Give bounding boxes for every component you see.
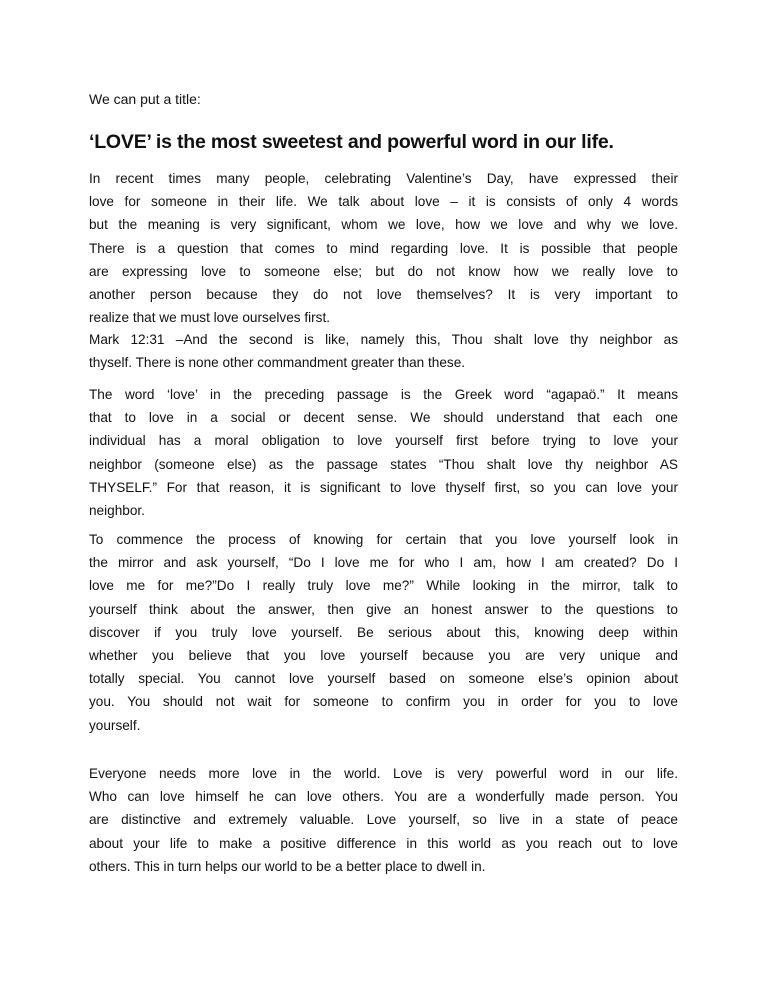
paragraph-5 — [89, 762, 678, 878]
text-line: Mark 12:31 –And the second is like, namely this, Thou shalt love thy neighbor as — [89, 332, 678, 347]
text-line: yourself. — [89, 717, 141, 733]
text-line: whether you believe that you love yourself because you are very unique and — [89, 648, 678, 664]
text-line: love for someone in their life. We talk about love – it is consists of only 4 words — [89, 194, 678, 210]
document-title: ‘LOVE’ is the most sweetest and powerful word in our life. — [89, 131, 614, 153]
text-line: individual has a moral obligation to love yourself first before trying to love your — [89, 433, 678, 449]
intro-text: We can put a title: — [89, 91, 201, 107]
text-line: that to love in a social or decent sense. We should understand that each one — [89, 410, 678, 426]
text-line: others. This in turn helps our world to be a better place to dwell in. — [89, 858, 486, 874]
paragraph-1 — [89, 167, 678, 329]
text-line: about your life to make a positive difference in this world as you reach out to love — [89, 835, 678, 851]
text-line: neighbor (someone else) as the passage states “Thou shalt love thy neighbor AS — [89, 456, 678, 472]
text-line: In recent times many people, celebrating Valentine’s Day, have expressed their — [89, 171, 678, 186]
text-line: are expressing love to someone else; but do not know how we really love to — [89, 263, 678, 279]
text-line: Who can love himself he can love others. You are a wonderfully made person. You — [89, 789, 678, 805]
text-line: thyself. There is none other commandment greater than these. — [89, 355, 466, 371]
text-line: The word ‘love’ in the preceding passage is the Greek word “agapaö.” It means — [89, 387, 678, 402]
text-line: you. You should not wait for someone to confirm you in order for you to love — [89, 694, 678, 710]
text-line: THYSELF.” For that reason, it is significant to love thyself first, so you can love your — [89, 479, 678, 495]
paragraph-2 — [89, 328, 678, 374]
text-line: neighbor. — [89, 503, 145, 519]
text-line: Everyone needs more love in the world. Love is very powerful word in our life. — [89, 766, 678, 781]
paragraph-4 — [89, 528, 678, 737]
text-line: love me for me?”Do I really truly love me?” While looking in the mirror, talk to — [89, 578, 678, 594]
paragraph-3 — [89, 383, 678, 522]
text-line: are distinctive and extremely valuable. Love yourself, so live in a state of peace — [89, 812, 678, 828]
text-line: yourself think about the answer, then give an honest answer to the questions to — [89, 601, 678, 617]
text-line: discover if you truly love yourself. Be serious about this, knowing deep within — [89, 624, 678, 640]
text-line: another person because they do not love themselves? It is very important to — [89, 287, 678, 303]
text-line: To commence the process of knowing for certain that you love yourself look in — [89, 532, 678, 547]
text-line: realize that we must love ourselves first. — [89, 310, 331, 326]
text-line: the mirror and ask yourself, “Do I love me for who I am, how I am created? Do I — [89, 555, 678, 571]
text-line: There is a question that comes to mind regarding love. It is possible that people — [89, 240, 678, 256]
text-line: totally special. You cannot love yourself based on someone else’s opinion about — [89, 671, 678, 687]
text-line: but the meaning is very significant, whom we love, how we love and why we love. — [89, 217, 678, 233]
